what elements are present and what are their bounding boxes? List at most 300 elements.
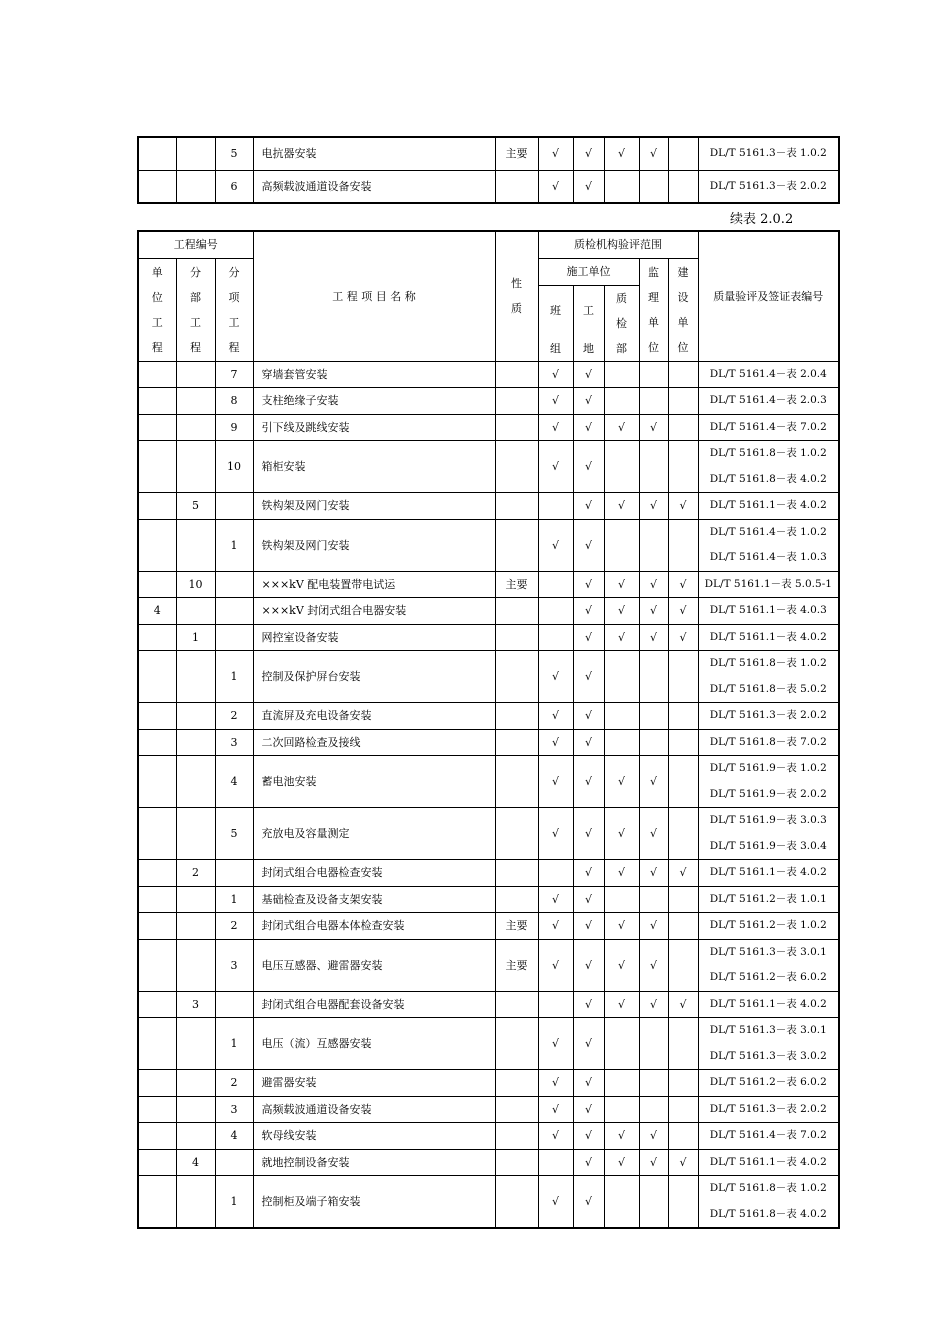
table-row bbox=[138, 414, 839, 441]
cell-jl: √ bbox=[639, 624, 668, 651]
cell-item: 5 bbox=[215, 137, 253, 170]
table-row bbox=[138, 1018, 839, 1070]
cell-item: 6 bbox=[215, 170, 253, 203]
table-row bbox=[138, 729, 839, 756]
cell-bz: √ bbox=[538, 137, 573, 170]
header-division bbox=[176, 258, 215, 361]
cell-bz: √ bbox=[538, 519, 573, 571]
cell-js: √ bbox=[668, 860, 698, 887]
cell-zj: √ bbox=[604, 1123, 639, 1150]
cell-division bbox=[176, 414, 215, 441]
cell-division bbox=[176, 519, 215, 571]
header-qc-2: 部 bbox=[616, 341, 628, 355]
cell-name: 箱柜安装 bbox=[253, 441, 495, 493]
cell-item: 3 bbox=[215, 729, 253, 756]
code-text: DL/T 5161.3－表 2.0.2 bbox=[709, 1102, 827, 1115]
cell-division bbox=[176, 1070, 215, 1097]
cell-zj bbox=[604, 361, 639, 388]
cell-unit bbox=[138, 1123, 176, 1150]
header-site-1: 地 bbox=[583, 341, 595, 355]
header-unit-3: 程 bbox=[151, 340, 163, 354]
cell-js bbox=[668, 886, 698, 913]
cell-js bbox=[668, 651, 698, 703]
header-supervision bbox=[639, 258, 668, 361]
cell-name: 软母线安装 bbox=[253, 1123, 495, 1150]
code-text: DL/T 5161.3－表 3.0.1 bbox=[709, 1024, 827, 1036]
cell-nature bbox=[495, 598, 538, 625]
cell-jl bbox=[639, 1176, 668, 1229]
cell-bz: √ bbox=[538, 886, 573, 913]
code-text: DL/T 5161.2－表 6.0.2 bbox=[709, 1076, 827, 1088]
cell-gd: √ bbox=[573, 860, 604, 887]
header-site-0: 工 bbox=[583, 303, 595, 317]
cell-zj bbox=[604, 170, 639, 203]
cell-jl: √ bbox=[639, 808, 668, 860]
cell-jl bbox=[639, 1018, 668, 1070]
header-construction: 施工单位 bbox=[538, 258, 639, 285]
cell-codes bbox=[698, 493, 839, 520]
cell-bz: √ bbox=[538, 939, 573, 991]
cell-gd: √ bbox=[573, 756, 604, 808]
cell-codes bbox=[698, 1018, 839, 1070]
cell-jl: √ bbox=[639, 991, 668, 1018]
cell-nature bbox=[495, 886, 538, 913]
cell-nature bbox=[495, 441, 538, 493]
header-team bbox=[538, 285, 573, 361]
cell-unit bbox=[138, 361, 176, 388]
table-row bbox=[138, 361, 839, 388]
cell-zj: √ bbox=[604, 1149, 639, 1176]
cell-zj bbox=[604, 1018, 639, 1070]
cell-name: 高频载波通道设备安装 bbox=[253, 1096, 495, 1123]
cell-codes bbox=[698, 756, 839, 808]
cell-bz bbox=[538, 493, 573, 520]
cell-name: 电抗器安装 bbox=[253, 137, 495, 170]
cell-jl: √ bbox=[639, 756, 668, 808]
header-project-no: 工程编号 bbox=[138, 231, 253, 258]
table-row bbox=[138, 571, 839, 598]
cell-name: 支柱绝缘子安装 bbox=[253, 388, 495, 415]
header-item bbox=[215, 258, 253, 361]
cell-division bbox=[176, 913, 215, 940]
cell-jl bbox=[639, 651, 668, 703]
code-text: DL/T 5161.2－表 6.0.2 bbox=[709, 971, 827, 983]
table-row bbox=[138, 1070, 839, 1097]
cell-nature bbox=[495, 703, 538, 730]
cell-name: 直流屏及充电设备安装 bbox=[253, 703, 495, 730]
cell-js bbox=[668, 1018, 698, 1070]
cell-nature bbox=[495, 388, 538, 415]
table-row bbox=[138, 519, 839, 571]
cell-bz bbox=[538, 571, 573, 598]
code-text: DL/T 5161.8－表 1.0.2 bbox=[709, 657, 827, 669]
header-team-1: 组 bbox=[550, 341, 562, 355]
cell-jl bbox=[639, 388, 668, 415]
top-continuation-table bbox=[137, 136, 840, 204]
cell-js bbox=[668, 170, 698, 203]
header-division-2: 工 bbox=[190, 315, 201, 329]
cell-gd: √ bbox=[573, 1018, 604, 1070]
cell-codes bbox=[698, 991, 839, 1018]
cell-nature bbox=[495, 860, 538, 887]
table-row bbox=[138, 913, 839, 940]
cell-js bbox=[668, 756, 698, 808]
header-qc bbox=[604, 285, 639, 361]
code-text: DL/T 5161.9－表 2.0.2 bbox=[709, 787, 827, 800]
cell-codes bbox=[698, 860, 839, 887]
cell-item: 3 bbox=[215, 1096, 253, 1123]
cell-gd: √ bbox=[573, 808, 604, 860]
cell-unit bbox=[138, 886, 176, 913]
cell-zj: √ bbox=[604, 493, 639, 520]
cell-zj bbox=[604, 1070, 639, 1097]
cell-unit bbox=[138, 624, 176, 651]
cell-unit bbox=[138, 991, 176, 1018]
table-row bbox=[138, 651, 839, 703]
cell-bz: √ bbox=[538, 703, 573, 730]
header-unit bbox=[138, 258, 176, 361]
code-text: DL/T 5161.3－表 2.0.2 bbox=[709, 179, 827, 192]
cell-nature: 主要 bbox=[495, 939, 538, 991]
cell-zj: √ bbox=[604, 571, 639, 598]
code-text: DL/T 5161.8－表 1.0.2 bbox=[709, 1182, 827, 1194]
cell-js: √ bbox=[668, 493, 698, 520]
cell-name: 铁构架及网门安装 bbox=[253, 493, 495, 520]
cell-codes bbox=[698, 1176, 839, 1229]
header-item-2: 工 bbox=[228, 315, 240, 329]
cell-item bbox=[215, 493, 253, 520]
cell-unit bbox=[138, 808, 176, 860]
header-nature-0: 性 bbox=[511, 276, 523, 290]
cell-division bbox=[176, 729, 215, 756]
cell-division bbox=[176, 1176, 215, 1229]
cell-unit bbox=[138, 913, 176, 940]
cell-unit bbox=[138, 756, 176, 808]
cell-item: 4 bbox=[215, 756, 253, 808]
cell-zj bbox=[604, 651, 639, 703]
cell-zj: √ bbox=[604, 991, 639, 1018]
cell-zj bbox=[604, 519, 639, 571]
cell-item: 1 bbox=[215, 651, 253, 703]
cell-js bbox=[668, 729, 698, 756]
cell-name: 基础检查及设备支架安装 bbox=[253, 886, 495, 913]
header-item-0: 分 bbox=[228, 265, 240, 279]
cell-division bbox=[176, 1096, 215, 1123]
cell-bz: √ bbox=[538, 170, 573, 203]
cell-jl: √ bbox=[639, 939, 668, 991]
code-text: DL/T 5161.8－表 1.0.2 bbox=[709, 447, 827, 459]
cell-unit bbox=[138, 1149, 176, 1176]
cell-division bbox=[176, 598, 215, 625]
cell-unit bbox=[138, 441, 176, 493]
cell-unit bbox=[138, 493, 176, 520]
cell-gd: √ bbox=[573, 729, 604, 756]
cell-nature bbox=[495, 756, 538, 808]
cell-codes bbox=[698, 624, 839, 651]
cell-gd: √ bbox=[573, 1149, 604, 1176]
cell-name: 电压（流）互感器安装 bbox=[253, 1018, 495, 1070]
cell-js bbox=[668, 1070, 698, 1097]
cell-name: 封闭式组合电器本体检查安装 bbox=[253, 913, 495, 940]
code-text: DL/T 5161.9－表 3.0.3 bbox=[709, 814, 827, 826]
table-row bbox=[138, 1096, 839, 1123]
cell-zj: √ bbox=[604, 860, 639, 887]
cell-gd: √ bbox=[573, 991, 604, 1018]
cell-nature bbox=[495, 991, 538, 1018]
header-site bbox=[573, 285, 604, 361]
cell-division: 5 bbox=[176, 493, 215, 520]
cell-codes bbox=[698, 703, 839, 730]
code-text: DL/T 5161.8－表 4.0.2 bbox=[709, 472, 827, 485]
table-row bbox=[138, 991, 839, 1018]
table-row bbox=[138, 939, 839, 991]
cell-codes bbox=[698, 598, 839, 625]
cell-js bbox=[668, 137, 698, 170]
cell-nature bbox=[495, 1096, 538, 1123]
cell-nature: 主要 bbox=[495, 913, 538, 940]
cell-jl: √ bbox=[639, 860, 668, 887]
code-text: DL/T 5161.4－表 2.0.3 bbox=[709, 394, 827, 406]
cell-zj bbox=[604, 388, 639, 415]
cell-gd: √ bbox=[573, 1176, 604, 1229]
code-text: DL/T 5161.3－表 3.0.2 bbox=[709, 1049, 827, 1062]
cell-codes bbox=[698, 414, 839, 441]
cell-gd: √ bbox=[573, 414, 604, 441]
cell-gd: √ bbox=[573, 1096, 604, 1123]
cell-name: 封闭式组合电器配套设备安装 bbox=[253, 991, 495, 1018]
cell-item bbox=[215, 571, 253, 598]
cell-bz: √ bbox=[538, 651, 573, 703]
code-text: DL/T 5161.3－表 2.0.2 bbox=[709, 709, 827, 721]
cell-name: 高频载波通道设备安装 bbox=[253, 170, 495, 203]
cell-division bbox=[176, 441, 215, 493]
table-row bbox=[138, 860, 839, 887]
code-text: DL/T 5161.1－表 4.0.2 bbox=[709, 997, 827, 1010]
code-text: DL/T 5161.1－表 4.0.2 bbox=[709, 499, 827, 511]
cell-nature bbox=[495, 170, 538, 203]
table-row bbox=[138, 886, 839, 913]
header-division-1: 部 bbox=[190, 290, 201, 304]
cell-nature bbox=[495, 1070, 538, 1097]
cell-division bbox=[176, 1123, 215, 1150]
cell-js: √ bbox=[668, 598, 698, 625]
cell-js bbox=[668, 939, 698, 991]
cell-bz: √ bbox=[538, 388, 573, 415]
cell-js: √ bbox=[668, 624, 698, 651]
code-text: DL/T 5161.3－表 3.0.1 bbox=[709, 945, 827, 958]
code-text: DL/T 5161.1－表 5.0.5-1 bbox=[704, 577, 832, 590]
code-text: DL/T 5161.8－表 5.0.2 bbox=[709, 682, 827, 695]
cell-jl bbox=[639, 519, 668, 571]
cell-codes bbox=[698, 913, 839, 940]
cell-codes bbox=[698, 170, 839, 203]
cell-codes bbox=[698, 388, 839, 415]
cell-division bbox=[176, 1018, 215, 1070]
cell-name: 二次回路检查及接线 bbox=[253, 729, 495, 756]
cell-gd: √ bbox=[573, 571, 604, 598]
cell-jl: √ bbox=[639, 571, 668, 598]
header-item-1: 项 bbox=[228, 290, 240, 304]
cell-unit bbox=[138, 1070, 176, 1097]
cell-unit bbox=[138, 939, 176, 991]
header-division-3: 程 bbox=[190, 340, 201, 354]
cell-zj: √ bbox=[604, 414, 639, 441]
cell-unit bbox=[138, 729, 176, 756]
cell-division bbox=[176, 703, 215, 730]
code-text: DL/T 5161.1－表 4.0.3 bbox=[709, 604, 827, 616]
cell-unit bbox=[138, 703, 176, 730]
cell-division bbox=[176, 137, 215, 170]
cell-js bbox=[668, 808, 698, 860]
table-row bbox=[138, 1123, 839, 1150]
code-text: DL/T 5161.4－表 7.0.2 bbox=[709, 420, 827, 433]
cell-bz: √ bbox=[538, 729, 573, 756]
cell-gd: √ bbox=[573, 651, 604, 703]
cell-division bbox=[176, 361, 215, 388]
cell-division: 10 bbox=[176, 571, 215, 598]
cell-jl: √ bbox=[639, 414, 668, 441]
cell-bz: √ bbox=[538, 1123, 573, 1150]
header-nature-1: 质 bbox=[511, 302, 523, 316]
cell-jl bbox=[639, 441, 668, 493]
header-unit-2: 工 bbox=[151, 315, 163, 329]
header-supervision-2: 单 bbox=[648, 315, 660, 329]
cell-unit bbox=[138, 170, 176, 203]
cell-division bbox=[176, 939, 215, 991]
cell-nature bbox=[495, 1149, 538, 1176]
cell-codes bbox=[698, 651, 839, 703]
cell-js: √ bbox=[668, 571, 698, 598]
cell-bz: √ bbox=[538, 1176, 573, 1229]
cell-js bbox=[668, 913, 698, 940]
table-row bbox=[138, 493, 839, 520]
cell-js bbox=[668, 703, 698, 730]
cell-nature bbox=[495, 361, 538, 388]
code-text: DL/T 5161.2－表 1.0.1 bbox=[709, 892, 827, 905]
cell-nature bbox=[495, 624, 538, 651]
cell-zj: √ bbox=[604, 808, 639, 860]
code-text: DL/T 5161.4－表 1.0.2 bbox=[709, 525, 827, 538]
cell-jl bbox=[639, 170, 668, 203]
cell-js bbox=[668, 441, 698, 493]
cell-gd: √ bbox=[573, 519, 604, 571]
code-text: DL/T 5161.4－表 2.0.4 bbox=[709, 367, 827, 380]
code-text: DL/T 5161.2－表 1.0.2 bbox=[709, 919, 827, 931]
cell-item bbox=[215, 860, 253, 887]
cell-name: 蓄电池安装 bbox=[253, 756, 495, 808]
cell-division bbox=[176, 170, 215, 203]
main-quality-table bbox=[137, 230, 840, 1229]
code-text: DL/T 5161.1－表 4.0.2 bbox=[709, 1155, 827, 1168]
cell-name: 充放电及容量测定 bbox=[253, 808, 495, 860]
cell-nature bbox=[495, 651, 538, 703]
cell-gd: √ bbox=[573, 1070, 604, 1097]
code-text: DL/T 5161.9－表 3.0.4 bbox=[709, 839, 827, 852]
table-row bbox=[138, 624, 839, 651]
cell-name: 穿墙套管安装 bbox=[253, 361, 495, 388]
cell-name: ×××kV 封闭式组合电器安装 bbox=[253, 598, 495, 625]
header-project-name: 工 程 项 目 名 称 bbox=[253, 231, 495, 361]
cell-codes bbox=[698, 441, 839, 493]
cell-division bbox=[176, 388, 215, 415]
cell-zj: √ bbox=[604, 913, 639, 940]
cell-division: 1 bbox=[176, 624, 215, 651]
header-owner-3: 位 bbox=[677, 340, 689, 354]
cell-codes bbox=[698, 729, 839, 756]
cell-nature: 主要 bbox=[495, 571, 538, 598]
code-text: DL/T 5161.8－表 7.0.2 bbox=[709, 735, 827, 748]
cell-gd: √ bbox=[573, 913, 604, 940]
cell-nature bbox=[495, 1123, 538, 1150]
cell-item: 2 bbox=[215, 913, 253, 940]
code-text: DL/T 5161.9－表 1.0.2 bbox=[709, 762, 827, 774]
header-unit-1: 位 bbox=[151, 290, 163, 304]
cell-unit bbox=[138, 1096, 176, 1123]
cell-zj bbox=[604, 703, 639, 730]
cell-gd: √ bbox=[573, 703, 604, 730]
cell-name: ×××kV 配电装置带电试运 bbox=[253, 571, 495, 598]
cell-division: 3 bbox=[176, 991, 215, 1018]
header-owner bbox=[668, 258, 698, 361]
cell-jl: √ bbox=[639, 1149, 668, 1176]
cell-name: 控制及保护屏台安装 bbox=[253, 651, 495, 703]
table-row bbox=[138, 756, 839, 808]
cell-codes bbox=[698, 1096, 839, 1123]
cell-jl: √ bbox=[639, 1123, 668, 1150]
cell-division: 4 bbox=[176, 1149, 215, 1176]
code-text: DL/T 5161.1－表 4.0.2 bbox=[709, 630, 827, 643]
cell-jl bbox=[639, 886, 668, 913]
cell-gd: √ bbox=[573, 493, 604, 520]
cell-item: 2 bbox=[215, 703, 253, 730]
cell-gd: √ bbox=[573, 939, 604, 991]
cell-nature bbox=[495, 414, 538, 441]
cell-codes bbox=[698, 886, 839, 913]
cell-nature: 主要 bbox=[495, 137, 538, 170]
cell-bz: √ bbox=[538, 1018, 573, 1070]
header-quality-no: 质量验评及签证表编号 bbox=[698, 231, 839, 361]
header-team-0: 班 bbox=[550, 303, 562, 317]
cell-name: 电压互感器、避雷器安装 bbox=[253, 939, 495, 991]
main-table-body bbox=[138, 361, 839, 1228]
cell-nature bbox=[495, 519, 538, 571]
cell-zj bbox=[604, 1176, 639, 1229]
cell-bz: √ bbox=[538, 756, 573, 808]
cell-item: 1 bbox=[215, 1176, 253, 1229]
cell-jl bbox=[639, 1070, 668, 1097]
cell-item: 4 bbox=[215, 1123, 253, 1150]
cell-codes bbox=[698, 137, 839, 170]
header-nature bbox=[495, 231, 538, 361]
cell-zj: √ bbox=[604, 598, 639, 625]
cell-item: 1 bbox=[215, 886, 253, 913]
header-qc-1: 检 bbox=[616, 316, 628, 330]
header-unit-0: 单 bbox=[151, 265, 163, 279]
cell-bz: √ bbox=[538, 441, 573, 493]
cell-name: 铁构架及网门安装 bbox=[253, 519, 495, 571]
cell-item: 5 bbox=[215, 808, 253, 860]
cell-bz bbox=[538, 860, 573, 887]
cell-unit bbox=[138, 571, 176, 598]
cell-jl: √ bbox=[639, 913, 668, 940]
code-text: DL/T 5161.4－表 7.0.2 bbox=[709, 1129, 827, 1141]
cell-item bbox=[215, 991, 253, 1018]
cell-name: 控制柜及端子箱安装 bbox=[253, 1176, 495, 1229]
cell-bz bbox=[538, 1149, 573, 1176]
cell-gd: √ bbox=[573, 388, 604, 415]
cell-division bbox=[176, 756, 215, 808]
cell-js bbox=[668, 388, 698, 415]
